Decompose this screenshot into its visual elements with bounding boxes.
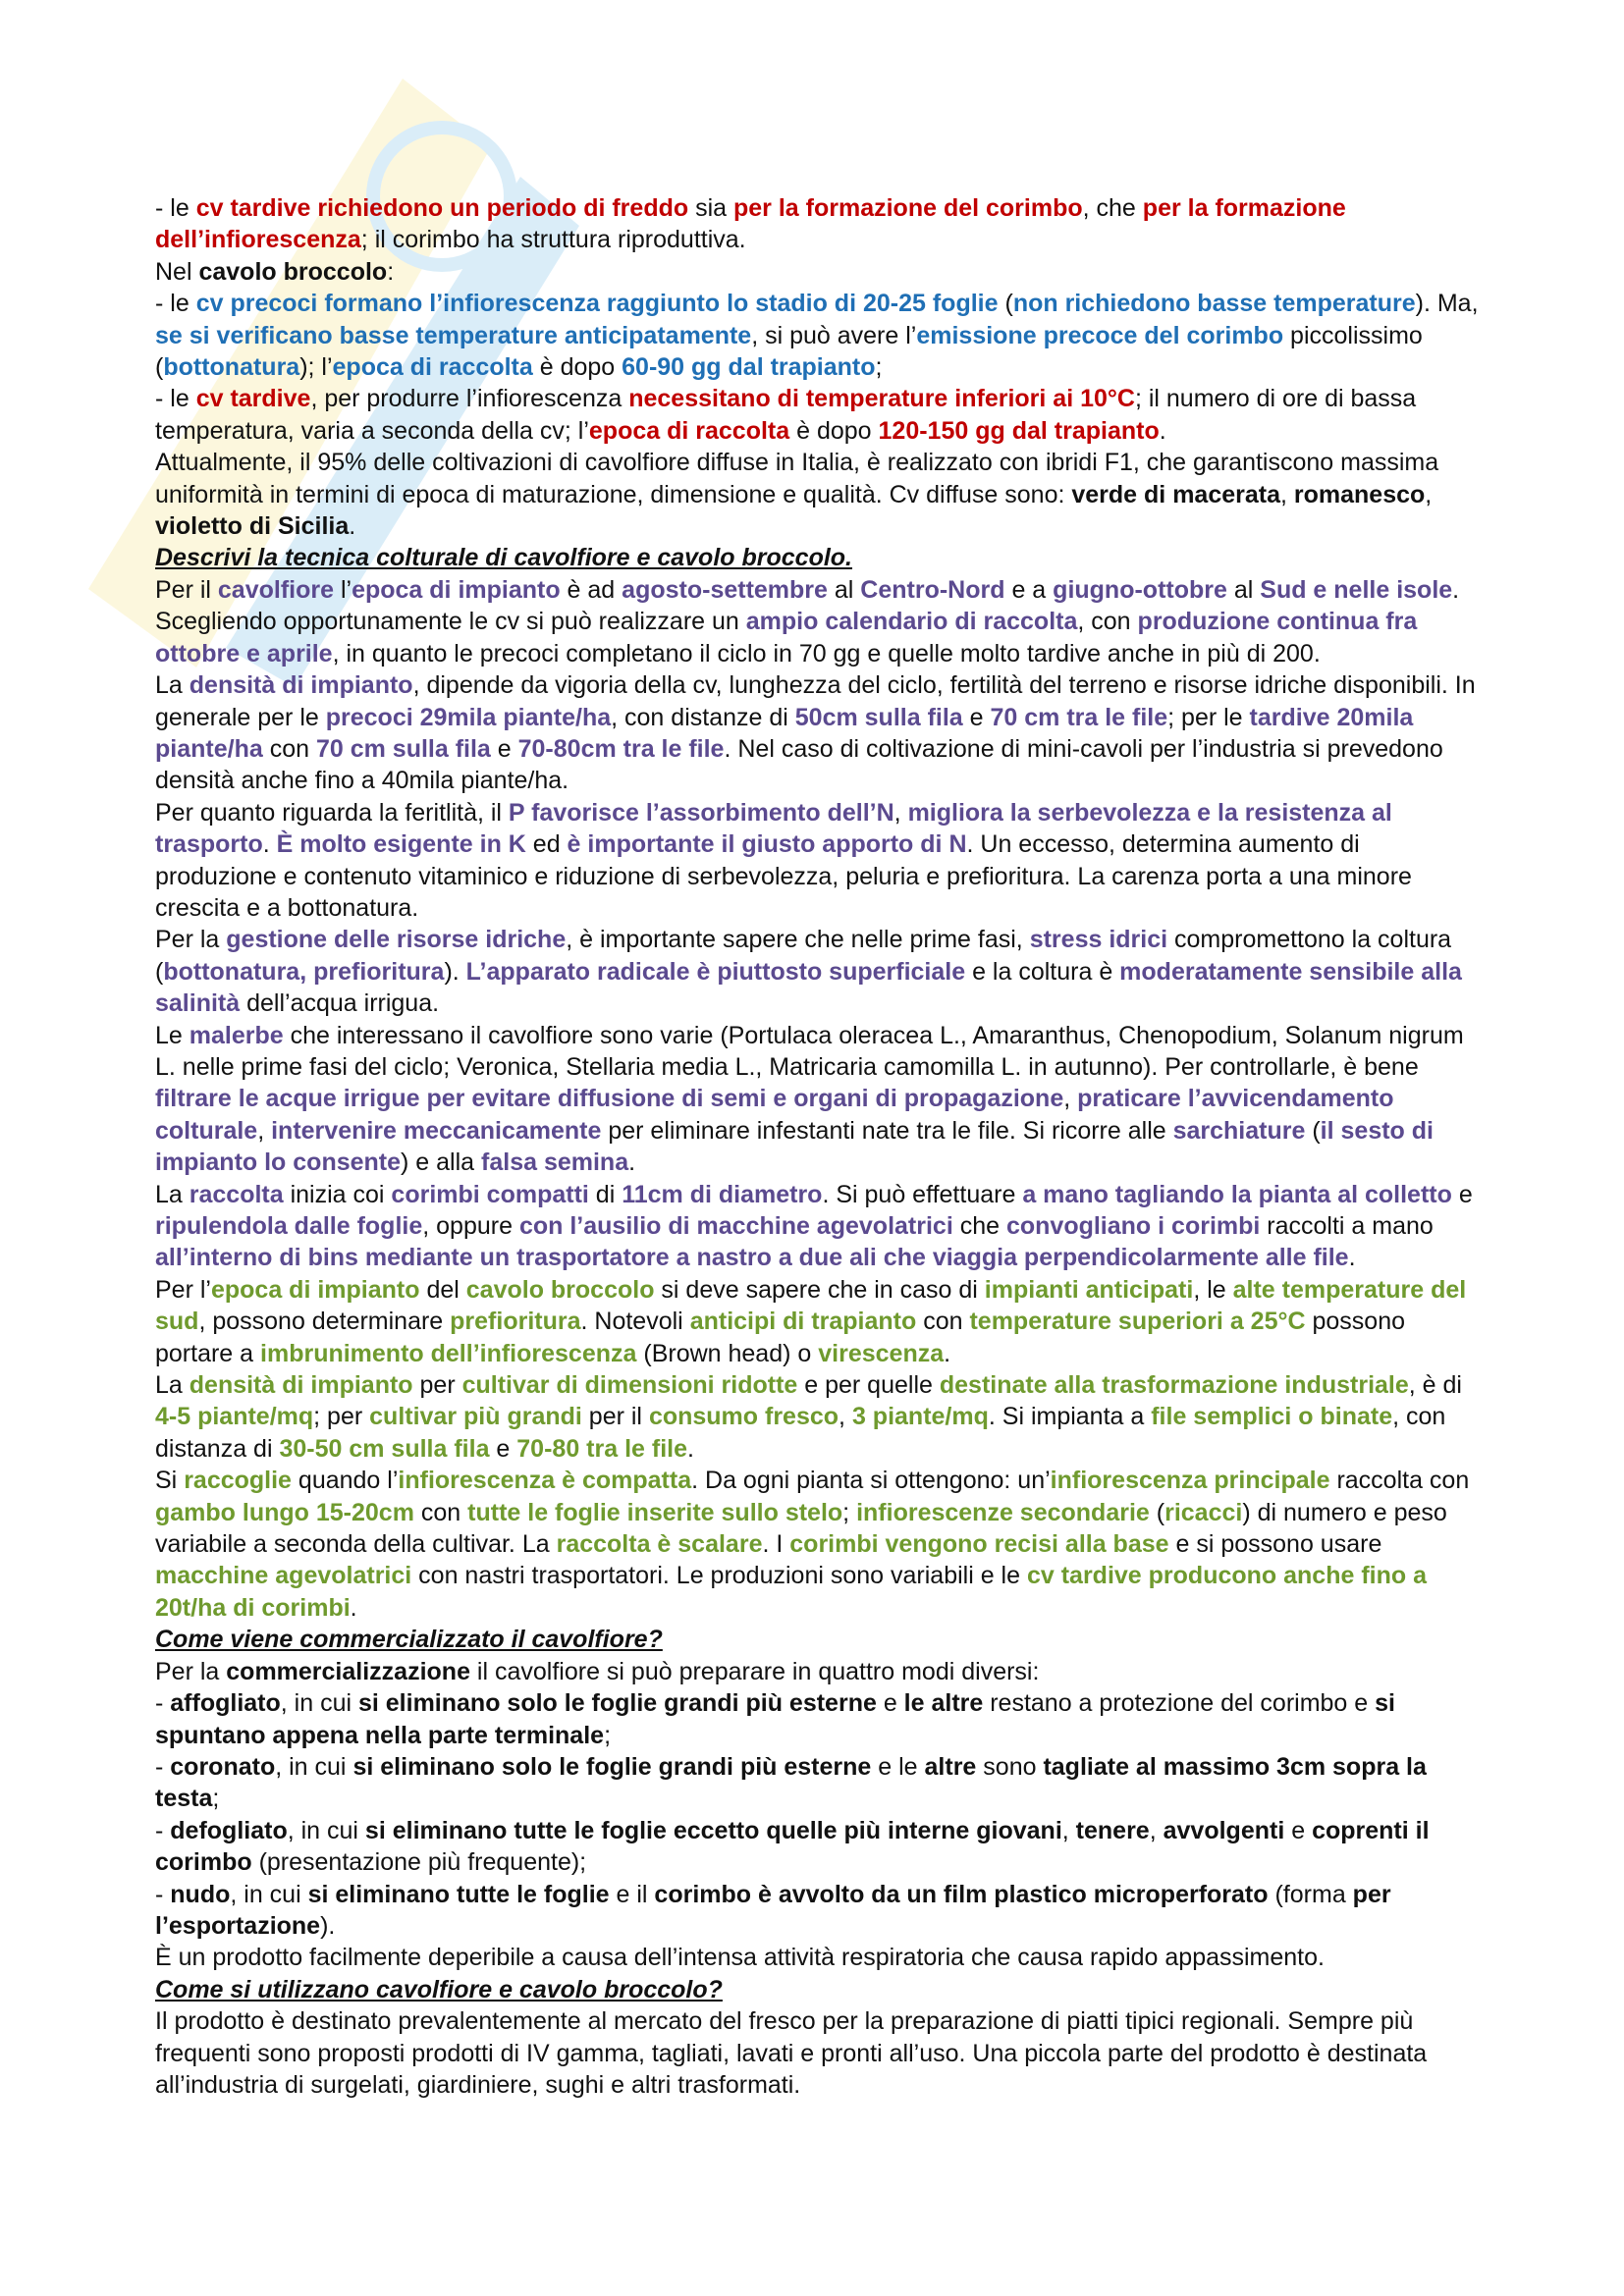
text-run: ,: [1280, 480, 1294, 508]
highlighted-text: giugno-ottobre: [1053, 575, 1227, 604]
text-run: quando l’: [291, 1467, 399, 1495]
paragraph: [155, 1942, 1481, 1973]
text-run: Per quanto riguarda la feritlità, il: [155, 798, 509, 827]
highlighted-text: si eliminano tutte le foglie eccetto quelle più interne giovani: [364, 1816, 1062, 1844]
highlighted-text: 120-150 gg dal trapianto: [878, 416, 1160, 445]
highlighted-text: sarchiature: [1172, 1116, 1306, 1145]
highlighted-text: virescenza: [818, 1339, 945, 1367]
highlighted-text: infiorescenza principale: [1050, 1467, 1330, 1495]
highlighted-text: prefioritura: [450, 1308, 581, 1336]
text-run: .: [687, 1434, 694, 1463]
highlighted-text: avvolgenti: [1163, 1816, 1285, 1844]
text-run: , con distanze di: [611, 703, 795, 731]
text-run: Il prodotto è destinato prevalentemente al mercato del fresco per la preparazione di piatti tipici regionali. Sempre più frequenti sono proposti prodotti di IV gamma, tagliati, lavati e pronti all’uso. Una piccola parte del prodotto è destinata all’industria di surgelati, giardiniere, sughi e altri trasformati.: [155, 2007, 1428, 2099]
paragraph: [155, 1274, 1481, 1369]
text-run: con: [262, 734, 316, 763]
highlighted-text: destinate alla trasformazione industriale: [939, 1371, 1409, 1400]
text-run: . Notevoli: [580, 1308, 690, 1336]
highlighted-text: coprenti il corimbo: [155, 1816, 1430, 1877]
highlighted-text: è importante il giusto apporto di N: [567, 830, 967, 859]
text-run: restano a protezione del corimbo e: [983, 1689, 1376, 1718]
text-run: . Un eccesso, determina aumento di produzione e contenuto vitaminico e riduzione di serbevolezza, peluria e prefioritura. La carenza porta a una minore crescita e a bottonatura.: [155, 830, 1412, 922]
text-run: e le: [871, 1752, 925, 1781]
highlighted-text: migliora la serbevolezza e la resistenza al trasporto: [155, 798, 1392, 859]
highlighted-text: corimbo è avvolto da un film plastico microperforato: [654, 1880, 1269, 1908]
paragraph: [155, 1687, 1481, 1751]
highlighted-text: per l’esportazione: [155, 1880, 1391, 1940]
text-run: , è di: [1408, 1371, 1462, 1400]
text-run: raccolti a mano: [1260, 1212, 1434, 1240]
highlighted-text: per la formazione del corimbo: [733, 194, 1083, 222]
paragraph: [155, 2005, 1481, 2101]
paragraph: [155, 1879, 1481, 1943]
highlighted-text: cv tardive richiedono un periodo di freddo: [195, 194, 689, 222]
highlighted-text: ripulendola dalle foglie: [155, 1212, 423, 1240]
text-run: e: [489, 1434, 517, 1463]
document-body: [155, 192, 1481, 2101]
text-run: La: [155, 1180, 189, 1208]
text-run: del: [419, 1275, 466, 1304]
text-run: e si possono usare: [1168, 1530, 1382, 1559]
text-run: ; il numero di ore di bassa temperatura, varia a seconda della cv; l’: [155, 385, 1417, 445]
highlighted-text: necessitano di temperature inferiori ai 10°C: [628, 385, 1135, 413]
text-run: piccolissimo (: [155, 321, 1423, 382]
text-run: ); l’: [299, 353, 333, 382]
text-run: raccolta con: [1329, 1467, 1470, 1495]
text-run: . Nel caso di coltivazione di mini-cavoli per l’industria si prevedono densità anche fino a 40mila piante/ha.: [155, 734, 1443, 795]
highlighted-text: cultivar di dimensioni ridotte: [461, 1371, 798, 1400]
text-run: ,: [1149, 1816, 1164, 1844]
highlighted-text: per la formazione dell’infiorescenza: [155, 194, 1346, 254]
highlighted-text: emissione precoce del corimbo: [916, 321, 1284, 349]
highlighted-text: Come si utilizzano cavolfiore e cavolo broccolo?: [155, 1975, 723, 2003]
highlighted-text: 70-80cm tra le file: [517, 734, 725, 763]
text-run: (forma: [1268, 1880, 1353, 1908]
text-run: Per la: [155, 1657, 227, 1685]
highlighted-text: infiorescenza è compatta: [398, 1467, 692, 1495]
text-run: e: [962, 703, 991, 731]
text-run: è dopo: [789, 416, 879, 445]
highlighted-text: 3 piante/mq: [851, 1403, 989, 1431]
text-run: - le: [155, 385, 196, 413]
highlighted-text: ricacci: [1164, 1498, 1243, 1526]
text-run: Per la: [155, 926, 227, 954]
paragraph: [155, 192, 1481, 256]
highlighted-text: 60-90 gg dal trapianto: [622, 353, 876, 382]
text-run: e il: [609, 1880, 655, 1908]
paragraph: [155, 1815, 1481, 1879]
text-run: . I: [762, 1530, 790, 1559]
text-run: inizia coi: [283, 1180, 392, 1208]
highlighted-text: L’apparato radicale è piuttosto superficiale: [465, 957, 966, 986]
highlighted-text: si eliminano solo le foglie grandi più esterne: [352, 1752, 872, 1781]
highlighted-text: 50cm sulla fila: [794, 703, 963, 731]
highlighted-text: cavolo broccolo: [465, 1275, 655, 1304]
highlighted-text: epoca di raccolta: [588, 416, 790, 445]
text-run: ; per le: [1167, 703, 1250, 731]
highlighted-text: P favorisce l’assorbimento dell’N: [508, 798, 894, 827]
text-run: .: [262, 830, 277, 859]
text-run: . Scegliendo opportunamente le cv si può realizzare un: [155, 575, 1460, 636]
text-run: sia: [688, 194, 733, 222]
text-run: , che: [1082, 194, 1143, 222]
highlighted-text: a mano tagliando la pianta al colletto: [1022, 1180, 1452, 1208]
text-run: al: [1226, 575, 1261, 604]
text-run: , si può avere l’: [751, 321, 917, 349]
text-run: .: [1159, 416, 1166, 445]
text-run: :: [387, 257, 395, 286]
text-run: La: [155, 671, 189, 700]
text-run: (Brown head) o: [636, 1339, 819, 1367]
paragraph: [155, 797, 1481, 925]
highlighted-text: tutte le foglie inserite sullo stelo: [467, 1498, 843, 1526]
highlighted-text: 70 cm sulla fila: [315, 734, 491, 763]
paragraph: [155, 383, 1481, 447]
text-run: . Da ogni pianta si ottengono: un’: [691, 1467, 1051, 1495]
highlighted-text: Descrivi la tecnica colturale di cavolfiore e cavolo broccolo.: [155, 544, 852, 572]
highlighted-text: produzione continua fra ottobre e aprile: [155, 608, 1418, 667]
text-run: , con distanza di: [155, 1403, 1446, 1463]
text-run: per: [412, 1371, 462, 1400]
text-run: , in cui: [280, 1689, 358, 1718]
text-run: Le: [155, 1021, 189, 1049]
highlighted-text: raccolta: [189, 1180, 284, 1208]
text-run: , dipende da vigoria della cv, lunghezza del ciclo, fertilità del terreno e risorse idriche disponibili. In generale per le: [155, 671, 1476, 731]
text-run: , in cui: [287, 1816, 365, 1844]
highlighted-text: altre: [924, 1752, 977, 1781]
text-run: ,: [1061, 1816, 1076, 1844]
highlighted-text: ampio calendario di raccolta: [745, 608, 1078, 636]
highlighted-text: epoca di impianto: [352, 575, 561, 604]
text-run: dell’acqua irrigua.: [240, 989, 440, 1018]
text-run: ,: [257, 1116, 272, 1145]
text-run: e: [1284, 1816, 1313, 1844]
highlighted-text: gestione delle risorse idriche: [226, 926, 567, 954]
highlighted-text: corimbi compatti: [391, 1180, 589, 1208]
text-run: sono: [976, 1752, 1044, 1781]
highlighted-text: tagliate al massimo 3cm sopra la testa: [155, 1752, 1427, 1813]
highlighted-text: le altre: [903, 1689, 984, 1718]
text-run: , in cui: [275, 1752, 353, 1781]
paragraph: [155, 1656, 1481, 1687]
text-run: , in quanto le precoci completano il ciclo in 70 gg e quelle molto tardive anche in più di 200.: [332, 639, 1321, 667]
highlighted-text: nudo: [170, 1880, 231, 1908]
highlighted-text: con l’ausilio di macchine agevolatrici: [518, 1212, 953, 1240]
highlighted-text: si eliminano tutte le foglie: [307, 1880, 610, 1908]
text-run: , per produrre l’infiorescenza: [310, 385, 629, 413]
text-run: e: [876, 1689, 904, 1718]
text-run: (presentazione più frequente);: [251, 1848, 587, 1877]
highlighted-text: consumo fresco: [648, 1403, 839, 1431]
text-run: l’: [334, 575, 352, 604]
text-run: La: [155, 1371, 189, 1400]
highlighted-text: anticipi di trapianto: [689, 1308, 917, 1336]
text-run: di: [588, 1180, 623, 1208]
text-run: ;: [875, 353, 883, 382]
text-run: che: [952, 1212, 1006, 1240]
highlighted-text: infiorescenze secondarie: [856, 1498, 1150, 1526]
text-run: , le: [1193, 1275, 1233, 1304]
highlighted-text: falsa semina: [481, 1148, 629, 1177]
text-run: è ad: [560, 575, 623, 604]
paragraph: [155, 1179, 1481, 1274]
text-run: ;: [212, 1785, 220, 1813]
text-run: per eliminare infestanti nate tra le file. Si ricorre alle: [601, 1116, 1173, 1145]
highlighted-text: verde di macerata: [1071, 480, 1280, 508]
text-run: compromettono la coltura (: [155, 926, 1452, 986]
highlighted-text: macchine agevolatrici: [155, 1562, 412, 1590]
highlighted-text: affogliato: [170, 1689, 281, 1718]
text-run: ;: [842, 1498, 857, 1526]
highlighted-text: il sesto di impianto lo consente: [155, 1116, 1434, 1177]
highlighted-text: epoca di impianto: [210, 1275, 420, 1304]
text-run: ; il corimbo ha struttura riproduttiva.: [360, 226, 746, 254]
text-run: Per il: [155, 575, 218, 604]
paragraph: [155, 1465, 1481, 1624]
text-run: , possono determinare: [198, 1308, 451, 1336]
highlighted-text: convogliano i corimbi: [1005, 1212, 1261, 1240]
highlighted-text: 11cm di diametro: [622, 1180, 823, 1208]
paragraph: [155, 1020, 1481, 1179]
text-run: con nastri trasportatori. Le produzioni sono variabili e le: [411, 1562, 1027, 1590]
highlighted-text: 70-80 tra le file: [516, 1434, 687, 1463]
text-run: (: [998, 290, 1013, 318]
text-run: (: [1149, 1498, 1165, 1526]
text-run: ).: [444, 957, 466, 986]
text-run: che interessano il cavolfiore sono varie (Portulaca oleracea L., Amaranthus, Chenopodium, Solanum nigrum L. nelle prime fasi del ciclo; Veronica, Stellaria media L., Matricaria camomilla L. in autunno). Per controllarle, è bene: [155, 1021, 1464, 1081]
highlighted-text: densità di impianto: [189, 1371, 413, 1400]
text-run: ). Ma,: [1415, 290, 1479, 318]
paragraph: [155, 924, 1481, 1019]
text-run: (: [1305, 1116, 1321, 1145]
text-run: ;: [604, 1721, 612, 1749]
text-run: ,: [893, 798, 908, 827]
text-run: e la coltura è: [965, 957, 1120, 986]
text-run: ,: [1063, 1085, 1078, 1113]
highlighted-text: Come viene commercializzato il cavolfiore?: [155, 1626, 663, 1654]
highlighted-text: coronato: [170, 1752, 276, 1781]
highlighted-text: praticare l’avvicendamento colturale: [155, 1085, 1394, 1145]
text-run: - le: [155, 290, 196, 318]
text-run: - le: [155, 194, 196, 222]
highlighted-text: moderatamente sensibile alla salinità: [155, 957, 1462, 1018]
text-run: ).: [320, 1911, 336, 1940]
text-run: Per l’: [155, 1275, 211, 1304]
highlighted-text: corimbi vengono recisi alla base: [789, 1530, 1169, 1559]
text-run: con: [413, 1498, 468, 1526]
paragraph: [155, 574, 1481, 669]
highlighted-text: 30-50 cm sulla fila: [279, 1434, 490, 1463]
highlighted-text: cv tardive: [195, 385, 311, 413]
text-run: si deve sapere che in caso di: [654, 1275, 985, 1304]
highlighted-text: malerbe: [189, 1021, 284, 1049]
text-run: .: [628, 1148, 636, 1177]
section-heading: [155, 1974, 1481, 2005]
paragraph: [155, 288, 1481, 383]
highlighted-text: agosto-settembre: [622, 575, 828, 604]
text-run: -: [155, 1689, 171, 1718]
paragraph: [155, 1751, 1481, 1815]
highlighted-text: tenere: [1075, 1816, 1150, 1844]
highlighted-text: 4-5 piante/mq: [155, 1403, 314, 1431]
highlighted-text: all’interno di bins mediante un trasportatore a nastro a due ali che viaggia perpendicolarmente alle file: [155, 1244, 1349, 1272]
section-heading: [155, 542, 1481, 573]
highlighted-text: se si verificano basse temperature anticipatamente: [155, 321, 752, 349]
highlighted-text: È molto esigente in K: [276, 830, 526, 859]
text-run: ; per: [313, 1403, 370, 1431]
highlighted-text: impianti anticipati: [984, 1275, 1194, 1304]
text-run: con: [916, 1308, 970, 1336]
text-run: , in cui: [230, 1880, 308, 1908]
highlighted-text: cultivar più grandi: [369, 1403, 582, 1431]
highlighted-text: imbrunimento dell’infiorescenza: [260, 1339, 637, 1367]
text-run: .: [349, 512, 356, 541]
highlighted-text: raccoglie: [184, 1467, 292, 1495]
text-run: per il: [581, 1403, 649, 1431]
highlighted-text: defogliato: [170, 1816, 288, 1844]
highlighted-text: alte temperature del sud: [155, 1275, 1467, 1336]
text-run: e: [490, 734, 518, 763]
highlighted-text: gambo lungo 15-20cm: [155, 1498, 414, 1526]
highlighted-text: bottonatura, prefioritura: [163, 957, 445, 986]
text-run: è dopo: [532, 353, 623, 382]
section-heading: [155, 1624, 1481, 1655]
highlighted-text: si eliminano solo le foglie grandi più esterne: [357, 1689, 877, 1718]
highlighted-text: non richiedono basse temperature: [1012, 290, 1416, 318]
paragraph: [155, 256, 1481, 288]
highlighted-text: romanesco: [1293, 480, 1426, 508]
text-run: e per quelle: [797, 1371, 940, 1400]
text-run: . Si impianta a: [988, 1403, 1152, 1431]
highlighted-text: si spuntano appena nella parte terminale: [155, 1689, 1395, 1749]
highlighted-text: stress idrici: [1029, 926, 1168, 954]
text-run: Nel: [155, 257, 199, 286]
text-run: ,: [839, 1403, 852, 1431]
highlighted-text: commercializzazione: [226, 1657, 470, 1685]
text-run: ) di numero e peso variabile a seconda della cultivar. La: [155, 1498, 1447, 1559]
text-run: .: [1348, 1244, 1356, 1272]
text-run: e a: [1004, 575, 1054, 604]
highlighted-text: file semplici o binate: [1151, 1403, 1393, 1431]
text-run: , oppure: [422, 1212, 519, 1240]
paragraph: [155, 447, 1481, 542]
highlighted-text: cv tardive producono anche fino a 20t/ha di corimbi: [155, 1562, 1427, 1622]
paragraph: [155, 1369, 1481, 1465]
highlighted-text: epoca di raccolta: [332, 353, 533, 382]
text-run: -: [155, 1752, 171, 1781]
text-run: -: [155, 1816, 171, 1844]
highlighted-text: bottonatura: [163, 353, 300, 382]
highlighted-text: temperature superiori a 25°C: [969, 1308, 1306, 1336]
text-run: .: [350, 1593, 357, 1622]
text-run: Si: [155, 1467, 185, 1495]
highlighted-text: densità di impianto: [189, 671, 413, 700]
text-run: ,: [1425, 480, 1433, 508]
highlighted-text: Centro-Nord: [860, 575, 1005, 604]
highlighted-text: cavolfiore: [217, 575, 335, 604]
text-run: Attualmente, il 95% delle coltivazioni di cavolfiore diffuse in Italia, è realizzato con ibridi F1, che garantiscono massima uniformità in termini di epoca di maturazione, dimensione e qualità. Cv diffuse sono:: [155, 449, 1439, 508]
text-run: e: [1451, 1180, 1473, 1208]
text-run: .: [944, 1339, 951, 1367]
text-run: È un prodotto facilmente deperibile a causa dell’intensa attività respiratoria che causa rapido appassimento.: [155, 1944, 1325, 1972]
highlighted-text: filtrare le acque irrigue per evitare diffusione di semi e organi di propagazione: [155, 1085, 1064, 1113]
text-run: , con: [1077, 608, 1138, 636]
highlighted-text: cv precoci formano l’infiorescenza raggiunto lo stadio di 20-25 foglie: [195, 290, 999, 318]
paragraph: [155, 669, 1481, 797]
highlighted-text: tardive 20mila piante/ha: [155, 703, 1414, 763]
highlighted-text: 70 cm tra le file: [990, 703, 1168, 731]
text-run: -: [155, 1880, 171, 1908]
text-run: il cavolfiore si può preparare in quattro modi diversi:: [469, 1657, 1040, 1685]
text-run: al: [827, 575, 861, 604]
text-run: ed: [525, 830, 568, 859]
highlighted-text: Sud e nelle isole: [1260, 575, 1453, 604]
text-run: possono portare a: [155, 1308, 1406, 1367]
highlighted-text: intervenire meccanicamente: [271, 1116, 602, 1145]
highlighted-text: cavolo broccolo: [198, 257, 388, 286]
highlighted-text: raccolta è scalare: [556, 1530, 763, 1559]
highlighted-text: precoci 29mila piante/ha: [325, 703, 612, 731]
text-run: ) e alla: [401, 1148, 482, 1177]
text-run: . Si può effettuare: [822, 1180, 1023, 1208]
highlighted-text: violetto di Sicilia: [155, 512, 350, 541]
text-run: , è importante sapere che nelle prime fasi,: [566, 926, 1030, 954]
